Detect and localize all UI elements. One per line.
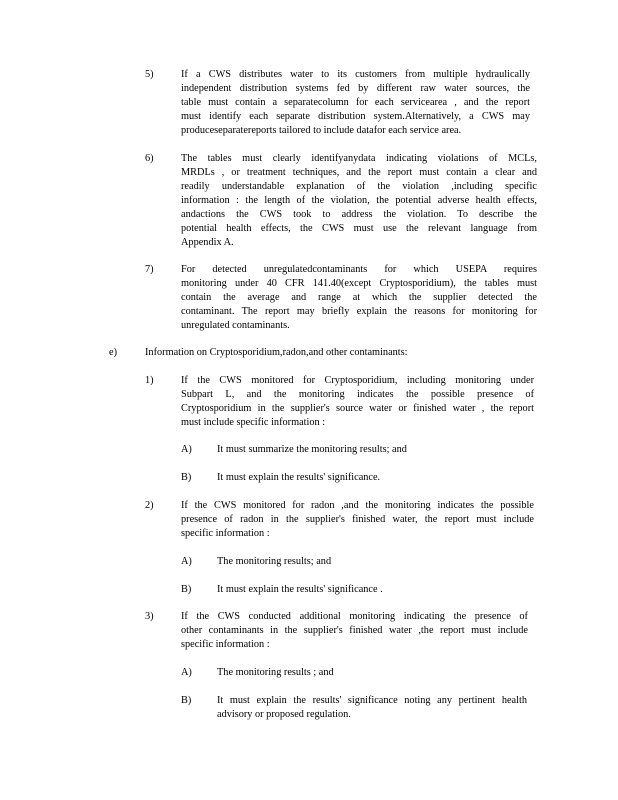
item-e2a-line: The monitoring results; and (217, 556, 332, 567)
item-5-line: produceseparatereports tailored to include datafor each service area. (181, 125, 462, 136)
item-e2b-label: B) (181, 584, 192, 595)
item-5-line: If a CWS distributes water to its customers from multiple hydraulically (181, 69, 530, 80)
item-e1a-line: It must summarize the monitoring results; and (217, 444, 407, 455)
item-e2-line: If the CWS monitored for radon ,and the monitoring indicates the possible (181, 500, 534, 511)
item-e1-line: If the CWS monitored for Cryptosporidium, including monitoring under (181, 375, 534, 386)
item-e3-label: 3) (145, 611, 154, 622)
item-e2-line: presence of radon in the supplier's finished water, the report must include (181, 514, 534, 525)
item-e-line: Information on Cryptosporidium,radon,and other contaminants: (145, 347, 408, 358)
item-e3b-label: B) (181, 695, 192, 706)
item-6-line: information : the length of the violation, the potential adverse health effects, (181, 195, 537, 206)
item-e1-label: 1) (145, 375, 154, 386)
item-e3b-text (217, 694, 527, 722)
item-e3-line: specific information : (181, 639, 270, 650)
item-e1b-label: B) (181, 472, 192, 483)
item-5-text (181, 68, 530, 138)
item-e2a-label: A) (181, 556, 192, 567)
item-e1-line: must include specific information : (181, 417, 326, 428)
item-e2a-text (217, 555, 377, 569)
item-5-label: 5) (145, 69, 154, 80)
item-6-line: Appendix A. (181, 237, 234, 248)
item-e1b-line: It must explain the results' significance. (217, 472, 381, 483)
item-7-text (181, 263, 537, 333)
item-e3b-line: advisory or proposed regulation. (217, 709, 351, 720)
item-e2b-line: It must explain the results' significance . (217, 584, 383, 595)
item-e3a-line: The monitoring results ; and (217, 667, 334, 678)
item-e2-line: specific information : (181, 528, 270, 539)
item-7-label: 7) (145, 264, 154, 275)
item-e-heading (145, 346, 445, 360)
item-7-line: For detected unregulatedcontaminants for which USEPA requires (181, 264, 537, 275)
item-e3-line: If the CWS conducted additional monitoring indicating the presence of (181, 611, 528, 622)
item-e1a-label: A) (181, 444, 192, 455)
item-6-line: readily understandable explanation of the violation ,including specific (181, 181, 537, 192)
item-e-label: e) (109, 347, 117, 358)
item-5-line: independent distribution systems fed by different raw water sources, the (181, 83, 530, 94)
item-7-line: contain the average and range at which the supplier detected the (181, 292, 537, 303)
item-e1-text (181, 374, 534, 430)
item-e1-line: Subpart L, and the monitoring indicates the possible presence of (181, 389, 534, 400)
item-e3a-text (217, 666, 377, 680)
item-6-line: MRDLs , or treatment techniques, and the report must contain a clear and (181, 167, 537, 178)
item-6-text (181, 152, 537, 250)
item-e2-text (181, 499, 534, 541)
item-6-line: andactions the CWS took to address the violation. To describe the (181, 209, 537, 220)
item-e1a-text (217, 443, 437, 457)
item-e1-line: Cryptosporidium in the supplier's source water or finished water , the report (181, 403, 534, 414)
item-e2b-text (217, 583, 417, 597)
item-e3-text (181, 610, 528, 652)
item-7-line: monitoring under 40 CFR 141.40(except Cryptosporidium), the tables must (181, 278, 537, 289)
item-e1b-text (217, 471, 417, 485)
item-e3a-label: A) (181, 667, 192, 678)
item-6-label: 6) (145, 153, 154, 164)
item-7-line: contaminant. The report may briefly explain the reasons for monitoring for (181, 306, 537, 317)
item-6-line: The tables must clearly identifyanydata indicating violations of MCLs, (181, 153, 537, 164)
item-6-line: potential health effects, the CWS must use the relevant language from (181, 223, 537, 234)
item-5-line: must identify each separate distribution system.Alternatively, a CWS may (181, 111, 530, 122)
item-e3b-line: It must explain the results' significance noting any pertinent health (217, 695, 527, 706)
item-e3-line: other contaminants in the supplier's finished water ,the report must include (181, 625, 528, 636)
item-7-line: unregulated contaminants. (181, 320, 290, 331)
item-5-line: table must contain a separatecolumn for each servicearea , and the report (181, 97, 530, 108)
item-e2-label: 2) (145, 500, 154, 511)
